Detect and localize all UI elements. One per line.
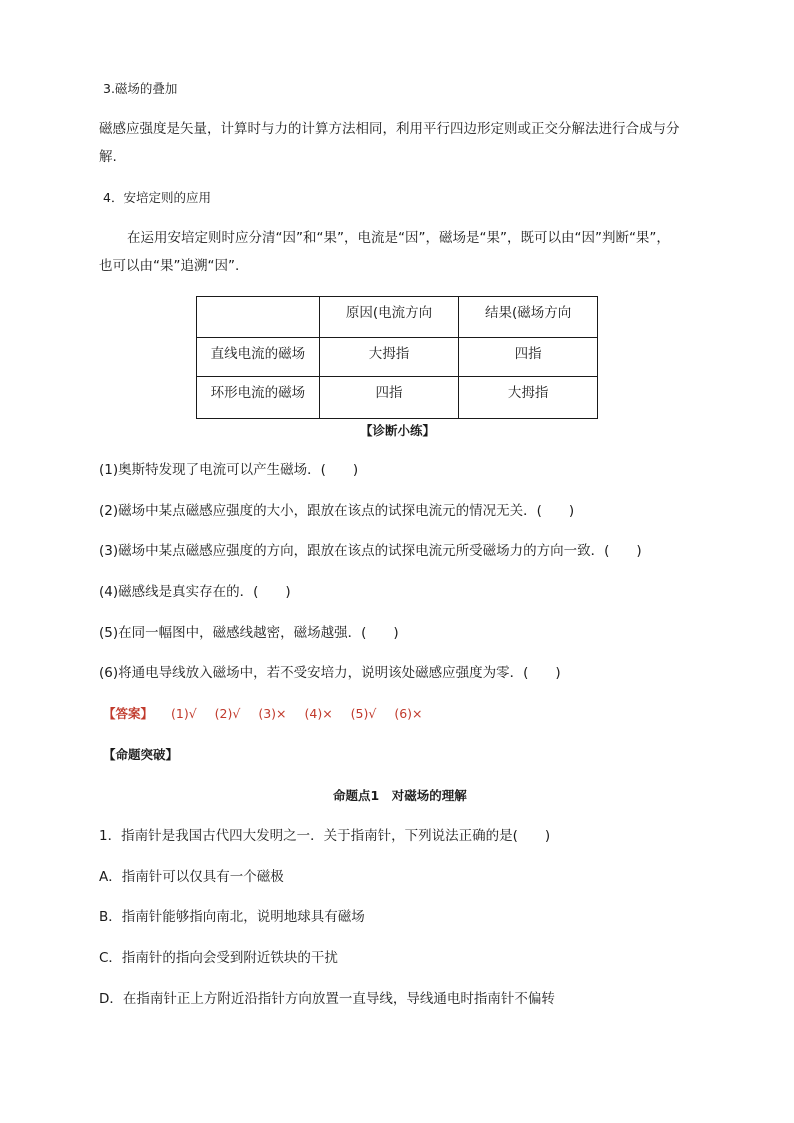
- answer-item: (6)×: [394, 706, 423, 721]
- option-d: D．在指南针正上方附近沿指针方向放置一直导线，导线通电时指南针不偏转: [99, 991, 555, 1007]
- table-row: [197, 338, 598, 377]
- section-4-body-line-2: 也可以由“果”追溯“因”.: [99, 258, 240, 274]
- option-a: A．指南针可以仅具有一个磁极: [99, 869, 284, 885]
- table-header-cell: 原因(电流方向: [319, 297, 459, 338]
- table-header-cell: [197, 297, 320, 338]
- answer-item: (5)√: [350, 706, 377, 721]
- table-cell: 四指: [459, 338, 598, 377]
- diagnosis-item-5: (5)在同一幅图中，磁感线越密，磁场越强．( ): [99, 625, 399, 641]
- table-cell: 大拇指: [459, 377, 598, 419]
- table-header-cell: 结果(磁场方向: [459, 297, 598, 338]
- table-header-row: [197, 297, 598, 338]
- table-row: [197, 377, 598, 419]
- option-b: B．指南针能够指向南北，说明地球具有磁场: [99, 909, 365, 925]
- diagnosis-item-6: (6)将通电导线放入磁场中，若不受安培力，说明该处磁感应强度为零．( ): [99, 665, 561, 681]
- table-cell: 环形电流的磁场: [197, 377, 320, 419]
- option-c: C．指南针的指向会受到附近铁块的干扰: [99, 950, 338, 966]
- answer-label: 【答案】: [103, 706, 154, 721]
- diagnosis-item-3: (3)磁场中某点磁感应强度的方向，跟放在该点的试探电流元所受磁场力的方向一致．( ): [99, 543, 642, 559]
- answer-item: (1)√: [171, 706, 197, 721]
- table-cell: 四指: [319, 377, 459, 419]
- answer-line: [103, 705, 437, 723]
- ampere-rule-table: [196, 296, 598, 419]
- answer-item: (3)×: [258, 706, 287, 721]
- section-3-body-line-1: 磁感应强度是矢量，计算时与力的计算方法相同，利用平行四边形定则或正交分解法进行合成与分: [99, 121, 680, 137]
- question-1: 1．指南针是我国古代四大发明之一．关于指南针，下列说法正确的是( ): [99, 828, 551, 844]
- diagnosis-item-4: (4)磁感线是真实存在的．( ): [99, 584, 291, 600]
- answer-item: (2)√: [214, 706, 241, 721]
- breakthrough-title: 【命题突破】: [103, 747, 179, 762]
- diagnosis-title: 【诊断小练】: [360, 423, 436, 438]
- section-4-heading: 4．安培定则的应用: [103, 190, 211, 205]
- proposition-point-title: 命题点1 对磁场的理解: [333, 788, 467, 803]
- table-cell: 直线电流的磁场: [197, 338, 320, 377]
- diagnosis-item-2: (2)磁场中某点磁感应强度的大小，跟放在该点的试探电流元的情况无关．( ): [99, 503, 575, 519]
- section-3-body-line-2: 解.: [99, 149, 117, 165]
- answer-item: (4)×: [304, 706, 333, 721]
- section-3-heading: 3.磁场的叠加: [103, 81, 178, 96]
- diagnosis-item-1: (1)奥斯特发现了电流可以产生磁场．( ): [99, 462, 359, 478]
- table-cell: 大拇指: [319, 338, 459, 377]
- section-4-body-line-1: 在运用安培定则时应分清“因”和“果”，电流是“因”，磁场是“果”，既可以由“因”判断“果”，: [127, 230, 670, 246]
